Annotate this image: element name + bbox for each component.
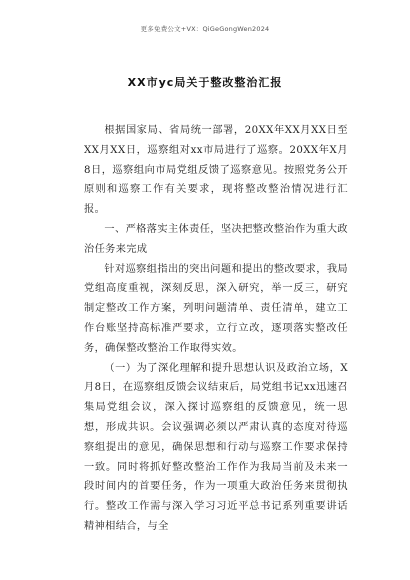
paragraph-intro: 根据国家局、省局统一部署，20XX年XX月XX日至XX月XX日，巡察组对xx市局进行了巡察。20XX年X月8日，巡察组向市局党组反馈了巡察意见。按照党务公开原则和巡察工作有关要求，现将整改整治情况进行汇报。	[84, 125, 348, 216]
document-body	[84, 121, 348, 537]
top-note: 更多免费公文+VX：QiGeGongWen2024	[140, 25, 270, 33]
paragraph-section-heading: 一、严格落实主体责任，坚决把整改整治作为重大政治任务来完成	[84, 223, 348, 255]
document-title: XX市yc局关于整改整治汇报	[127, 76, 283, 89]
paragraph-item-1: （一）为了深化理解和提升思想认识及政治立场，X月8日，在巡察组反馈会议结束后，局党组书记xx迅速召集局党组会议，深入探讨巡察组的反馈意见，统一思想，形成共识。会议强调必须以严肃认真的态度对待巡察组提出的意见，确保思想和行动与巡察工作要求保持一致。同时将抓好整改整治工作作为我局当前及未来一段时间内的首要任务，作为一项重大政治任务来贯彻执行。整改工作需与深入学习习近平总书记系列重要讲话精神相结合，与全	[84, 362, 348, 532]
paragraph-measures: 针对巡察组指出的突出问题和提出的整改要求，我局党组高度重视，深刻反思，深入研究，举一反三，研究制定整改工作方案，列明问题清单、责任清单，建立工作台账坚持高标准严要求，立行立改，逐项落实整改任务，确保整改整治工作取得实效。	[84, 263, 348, 354]
